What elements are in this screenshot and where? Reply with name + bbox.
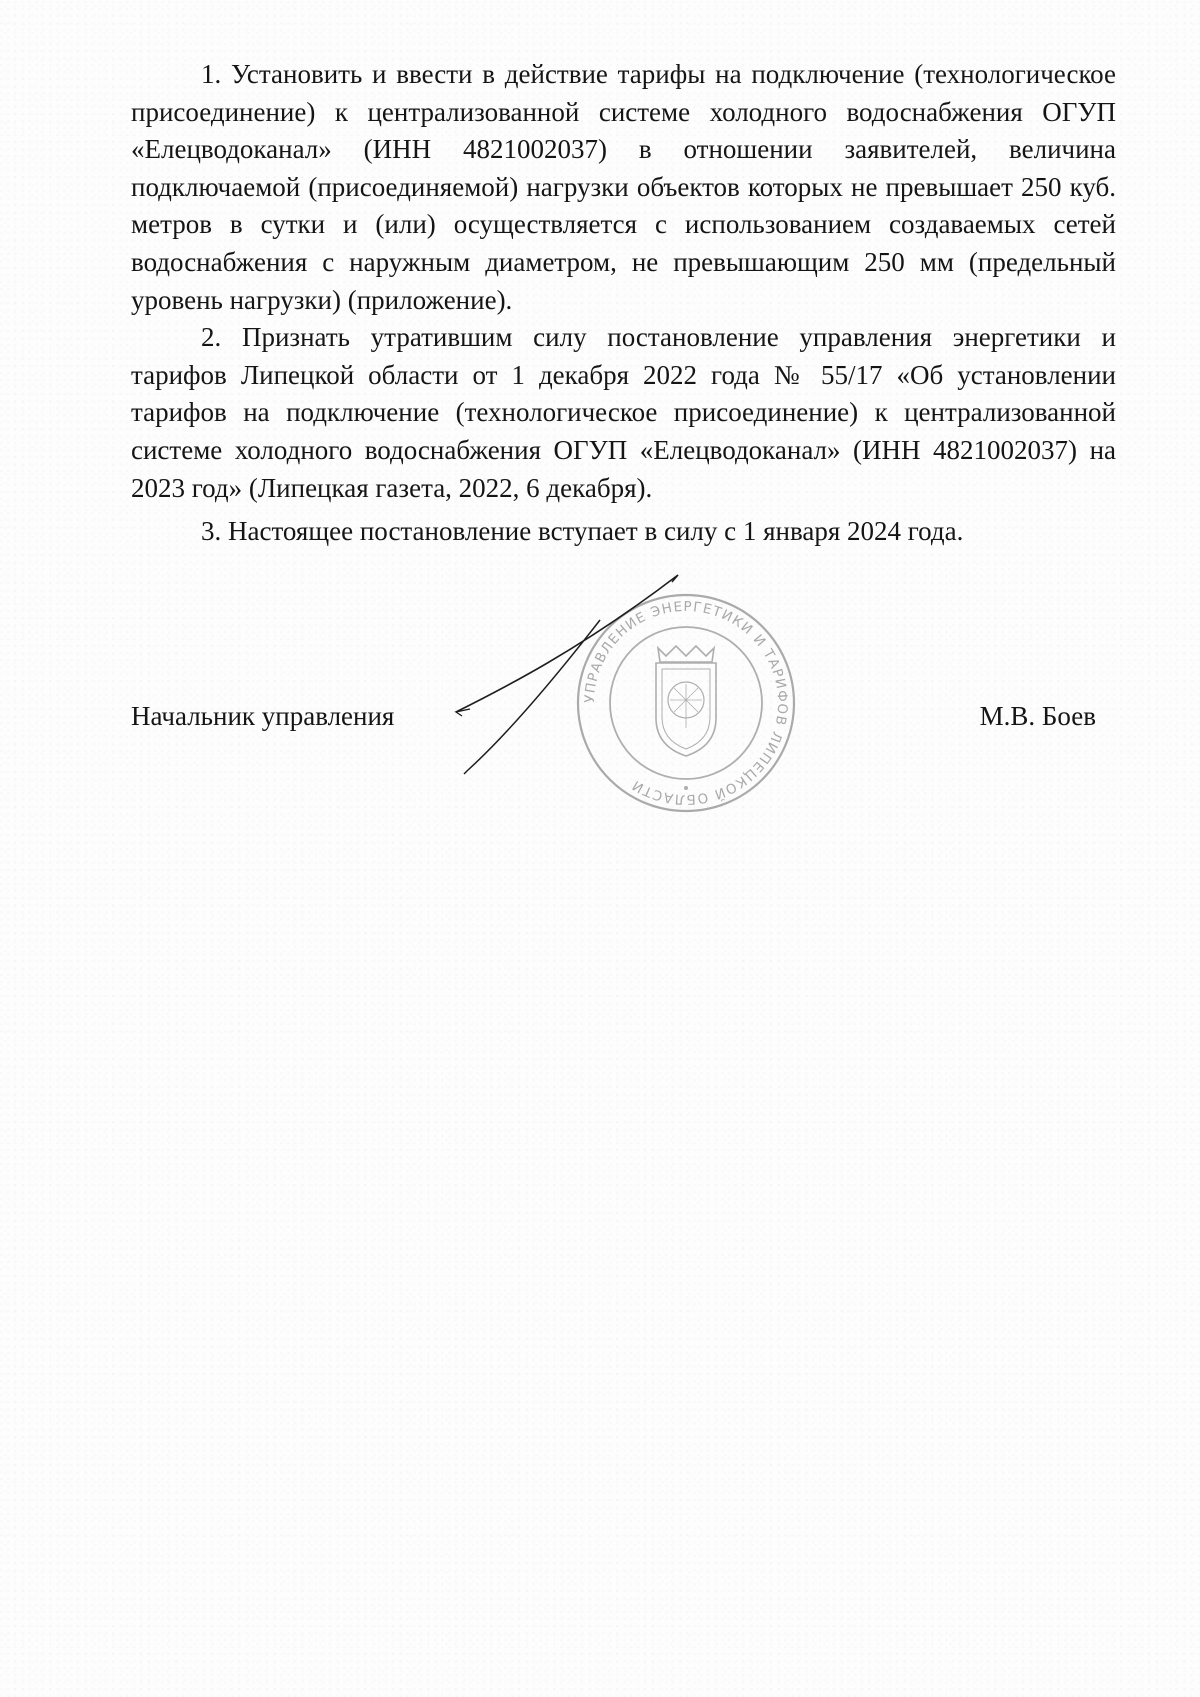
handwritten-signature	[440, 560, 780, 780]
signatory-name: М.В. Боев	[979, 701, 1096, 731]
document-body	[131, 56, 1116, 551]
paragraph-1: 1. Установить и ввести в действие тарифы на подключение (технологическое присоединение) к централизованной системе холодного водоснабжения ОГУП «Елецводоканал» (ИНН 4821002037) в отношении заявителей, величина подключаемой (присоединяемой) нагрузки объектов которых не превышает 250 куб. метров в сутки и (или) осуществляется с использованием создаваемых сетей водоснабжения с наружным диаметром, не превышающим 250 мм (предельный уровень нагрузки) (приложение).	[131, 59, 1116, 315]
paragraph-3: 3. Настоящее постановление вступает в силу с 1 января 2024 года.	[201, 516, 964, 547]
paragraph-2: 2. Признать утратившим силу постановление управления энергетики и тарифов Липецкой области от 1 декабря 2022 года № 55/17 «Об установлении тарифов на подключение (технологическое присоединение) к централизованной системе холодного водоснабжения ОГУП «Елецводоканал» (ИНН 4821002037) на 2023 год» (Липецкая газета, 2022, 6 декабря).	[131, 322, 1116, 503]
stamp-text: УПРАВЛЕНИЕ ЭНЕРГЕТИКИ И ТАРИФОВ ЛИПЕЦКОЙ ОБЛАСТИ	[581, 598, 791, 808]
signatory-title: Начальник управления	[131, 701, 395, 731]
